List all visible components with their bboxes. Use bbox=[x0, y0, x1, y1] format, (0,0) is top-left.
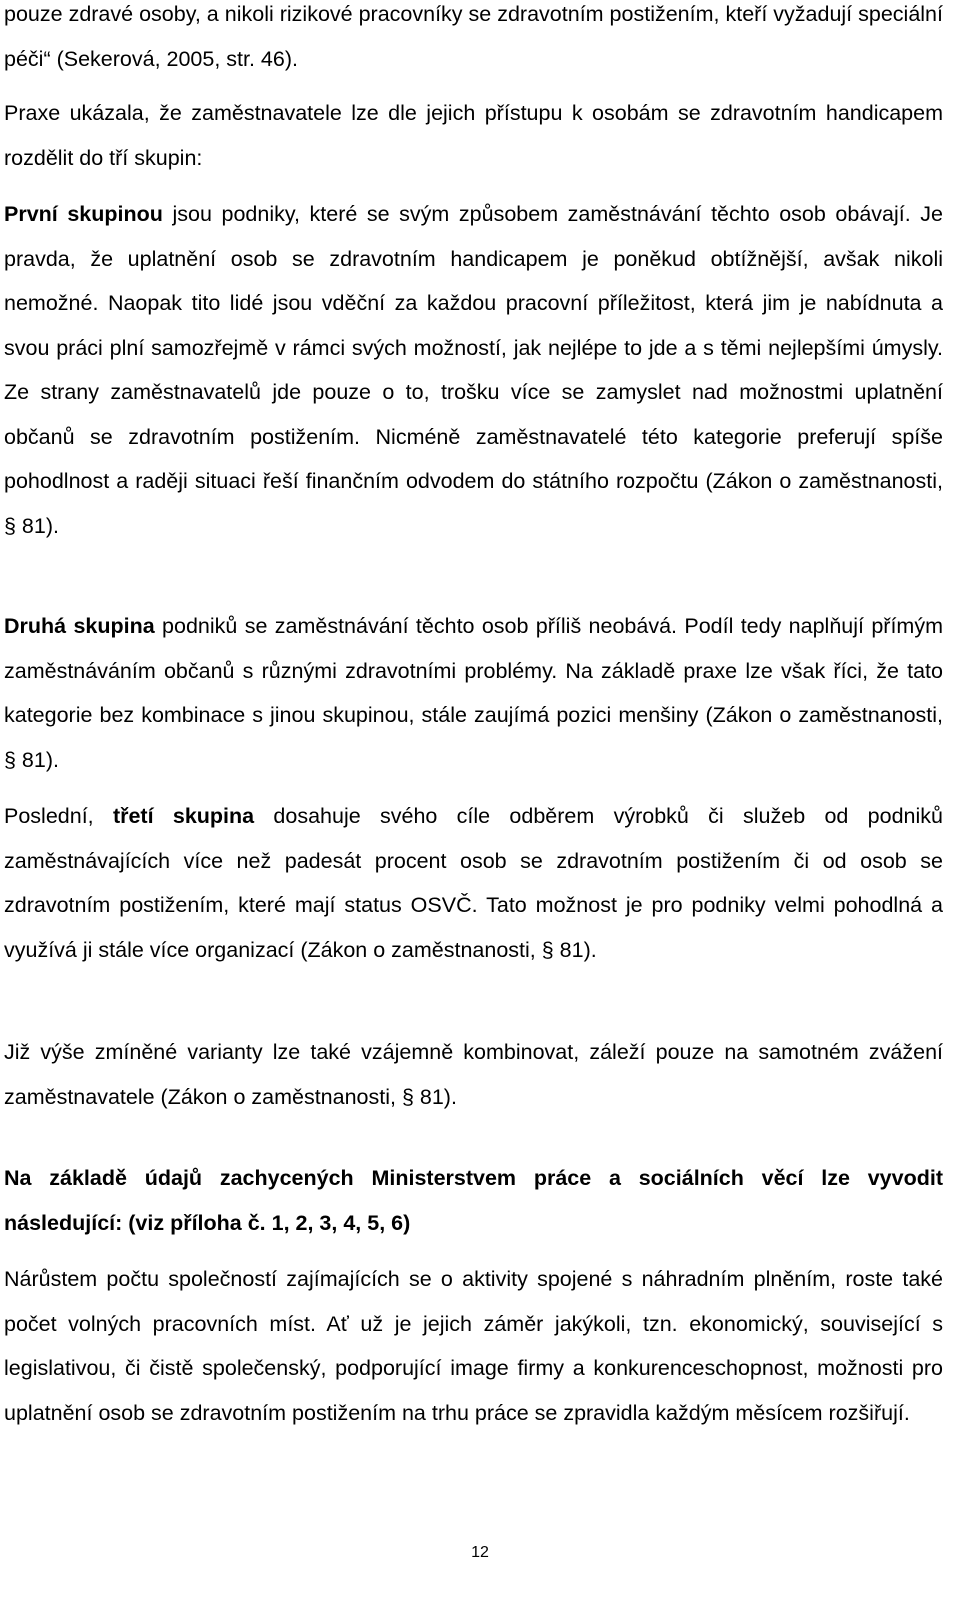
paragraph-third-group bbox=[4, 794, 943, 972]
paragraph-combination bbox=[4, 1030, 943, 1119]
paragraph-text: Praxe ukázala, že zaměstnavatele lze dle jejich přístupu k osobám se zdravotním handicapem rozdělit do tří skupin: bbox=[4, 101, 943, 170]
paragraph-text: pouze zdravé osoby, a nikoli rizikové pracovníky se zdravotním postižením, kteří vyžadují speciální péči“ (Sekerová, 2005, str. 46). bbox=[4, 2, 943, 71]
page-number: 12 bbox=[471, 1544, 489, 1561]
paragraph-text: podniků se zaměstnávání těchto osob příliš neobává. Podíl tedy naplňují přímým zaměstnáváním občanů s různými zdravotními problémy. Na základě praxe lze však říci, že tato kategorie bez kombinace s jinou skupinou, stále zaujímá pozici menšiny (Zákon o zaměstnanosti, § 81). bbox=[4, 614, 943, 772]
group-heading-third: třetí skupina bbox=[112, 804, 255, 828]
paragraph-second-group bbox=[4, 604, 943, 782]
group-heading-first: První skupinou bbox=[4, 202, 163, 226]
paragraph-conclusion bbox=[4, 1257, 943, 1435]
heading-text: Na základě údajů zachycených Ministerstvem práce a sociálních věcí lze vyvodit následující: (viz příloha č. 1, 2, 3, 4, 5, 6) bbox=[4, 1166, 943, 1235]
paragraph-text: dosahuje svého cíle odběrem výrobků či služeb od podniků zaměstnávajících více než padesát procent osob se zdravotním postižením či od osob se zdravotním postižením, které mají status OSVČ. Tato možnost je pro podniky velmi pohodlná a využívá ji stále více organizací (Zákon o zaměstnanosti, § 81). bbox=[4, 804, 943, 962]
paragraph-citation-end bbox=[4, 0, 943, 81]
paragraph-first-group bbox=[4, 192, 943, 548]
paragraph-intro-groups bbox=[4, 91, 943, 180]
group-heading-second: Druhá skupina bbox=[4, 614, 155, 638]
section-heading bbox=[4, 1156, 943, 1245]
paragraph-text: Poslední, bbox=[4, 804, 113, 828]
paragraph-text: Nárůstem počtu společností zajímajících se o aktivity spojené s náhradním plněním, roste také počet volných pracovních míst. Ať už je jejich záměr jakýkoli, tzn. ekonomický, související s legislativou, či čistě společenský, podporující image firmy a konkurenceschopnost, možnosti pro uplatnění osob se zdravotním postižením na trhu práce se zpravidla každým měsícem rozšiřují. bbox=[4, 1267, 943, 1425]
paragraph-text: Již výše zmíněné varianty lze také vzájemně kombinovat, záleží pouze na samotném zvážení zaměstnavatele (Zákon o zaměstnanosti, § 81). bbox=[4, 1040, 943, 1109]
paragraph-text: jsou podniky, které se svým způsobem zaměstnávání těchto osob obávají. Je pravda, že uplatnění osob se zdravotním handicapem je poněkud obtížnější, avšak nikoli nemožné. Naopak tito lidé jsou vděční za každou pracovní příležitost, která jim je nabídnuta a svou práci plní samozřejmě v rámci svých možností, jak nejlépe to jde a s těmi nejlepšími úmysly. Ze strany zaměstnavatelů jde pouze o to, trošku více se zamyslet nad možnostmi uplatnění občanů se zdravotním postižením. Nicméně zaměstnavatelé této kategorie preferují spíše pohodlnost a raději situaci řeší finančním odvodem do státního rozpočtu (Zákon o zaměstnanosti, § 81). bbox=[4, 202, 943, 538]
